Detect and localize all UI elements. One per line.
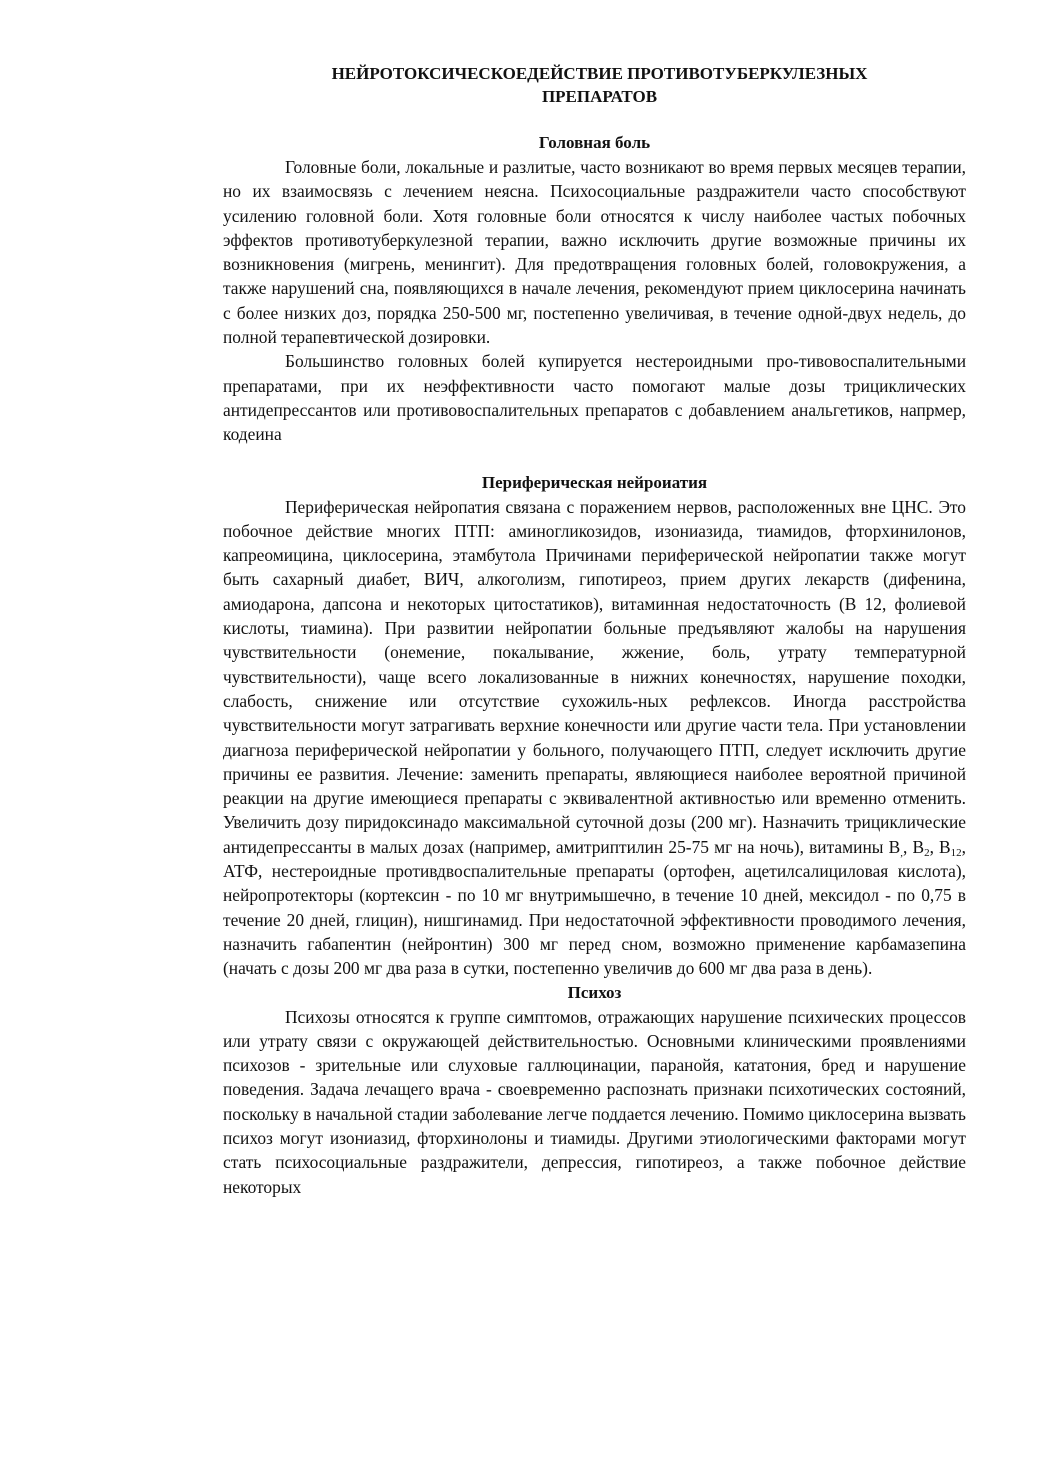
paragraph: Головные боли, локальные и разлитые, часто возникают во время первых месяцев терапии, но их взаимосвязь с лечением неясна. Психосоциальные раздражители часто способствуют усилению головной боли. Хотя головные боли относятся к числу наиболее частых побочных эффектов противотуберкулезной терапии, важно исключить другие возможные причины их возникновения (мигрень, менингит). Для предотвращения головных болей, головокружения, а также нарушений сна, появляющихся в начале лечения, рекомендуют прием циклосерина начинать с более низких доз, порядка 250-500 мг, постепенно увеличивая, в течение одной-двух недель, до полной терапевтической дозировки. <box>223 157 966 348</box>
section-heading: Головная боль <box>538 133 651 152</box>
section-heading: Периферическая нейроиатия <box>481 472 708 492</box>
paragraph: Большинство головных болей купируется нестероидными про-тивовоспалительными препаратами, при их неэффективности часто помогают малые дозы трициклических антидепрессантов или противовоспалительных препаратов с добавлением анальгетиков, напрмер, кодеина <box>223 351 966 445</box>
document-title <box>233 62 966 108</box>
section-neuropathy <box>223 471 966 981</box>
title-line-1: НЕЙРОТОКСИЧЕСКОЕДЕЙСТВИЕ ПРОТИВОТУБЕРКУЛЕЗНЫХ <box>331 64 868 83</box>
paragraph: Психозы относятся к группе симптомов, отражающих нарушение психических процессов или утрату связи с окружающей действительностью. Основными клиническими проявлениями психозов - зрительные или слуховые галлюцинации, паранойя, кататония, бред и нарушение поведения. Задача лечащего врача - своевременно распознать признаки психотических состояний, поскольку в начальной стадии заболевание легче поддается лечению. Помимо циклосерина вызвать психоз могут изониазид, фторхинолоны и тиамиды. Другими этиологическими факторами могут стать психосоциальные раздражители, депрессия, гипотиреоз, а также побочное действие некоторых <box>223 1006 966 1197</box>
section-headache <box>223 131 966 447</box>
section-psychosis <box>223 981 966 1199</box>
subscript: , <box>900 846 903 859</box>
section-heading: Психоз <box>567 982 622 1002</box>
subscript: 12 <box>950 846 962 859</box>
spacer <box>223 447 966 471</box>
paragraph-text: , В <box>902 836 925 857</box>
title-line-2: ПРЕПАРАТОВ <box>541 87 658 106</box>
paragraph-text: , АТФ, нестероидные противдвоспалительные препараты (ортофен, ацетилсалициловая кислота), нейропротекторы (кортексин - по 10 мг внутримышечно, в течение 10 дней, мексидол - по 0,75 в течение 20 дней, глицин), нишгинамид. При недостаточной эффективности проводимого лечения, назначить габапентин (нейронтин) 300 мг перед сном, возможно применение карбамазепина (начать с дозы 200 мг два раза в сутки, постепенно увеличив до 600 мг два раза в день). <box>223 836 967 979</box>
paragraph-text: , В <box>929 836 951 857</box>
subscript: 2 <box>924 846 930 859</box>
paragraph <box>223 495 966 981</box>
paragraph-text: Периферическая нейропатия связана с поражением нервов, расположенных вне ЦНС. Это побочное действие многих ПТП: аминогликозидов, изониазида, тиамидов, фторхинилонов, капреомицина, циклосерина, этамбутола Причинами периферической нейропатии также могут быть сахарный диабет, ВИЧ, алкоголизм, гипотиреоз, прием других лекарств (дифенина, амиодарона, дапсона и некоторых цитостатиков), витаминная недостаточность (В 12, фолиевой кислоты, тиамина). При развитии нейропатии больные предъявляют жалобы на нарушения чувствительности (онемение, покалывание, жжение, боль, утрату температурной чувствительности), чаще всего локализованные в нижних конечностях, нарушение походки, слабость, снижение или отсутствие сухожиль-ных рефлексов. Иногда расстройства чувствительности могут затрагивать верхние конечности или другие части тела. При установлении диагноза периферической нейропатии у больного, получающего ПТП, следует исключить другие причины ее развития. Лечение: заменить препараты, являющиеся наиболее вероятной причиной реакции на другие имеющиеся препараты с эквивалентной активностью или временно отменить. Увеличить дозу пиридоксинадо максимальной суточной дозы (200 мг). Назначить трициклические антидепрессанты в малых дозах (например, амитриптилин 25-75 мг на ночь), витамины В <box>223 496 966 857</box>
document-page <box>223 62 966 1199</box>
